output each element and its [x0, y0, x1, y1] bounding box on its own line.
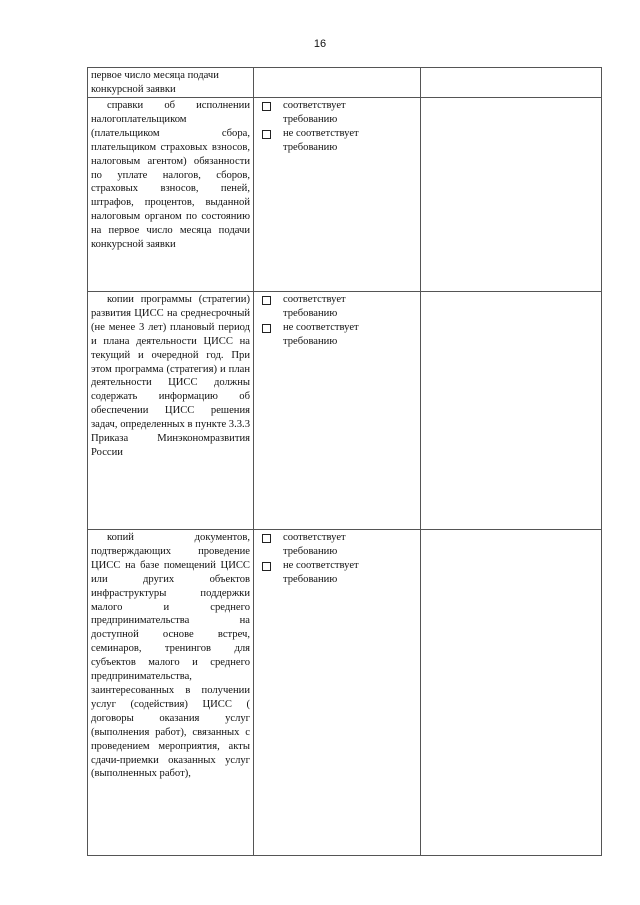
option-complies[interactable]: [254, 99, 420, 127]
criterion-text: первое число месяца подачи конкурсной заявки: [91, 70, 219, 95]
comment-cell: [421, 68, 602, 98]
assessment-cell: [254, 530, 421, 856]
criterion-cell: [88, 68, 254, 98]
table-row: [88, 68, 602, 98]
option-not-complies[interactable]: [254, 559, 420, 587]
criterion-cell: [88, 530, 254, 856]
checkbox-icon[interactable]: [262, 534, 271, 543]
assessment-cell: [254, 98, 421, 292]
table-row: [88, 292, 602, 530]
option-complies[interactable]: [254, 293, 420, 321]
criteria-table: [87, 67, 602, 856]
checkbox-icon[interactable]: [262, 130, 271, 139]
assessment-cell: [254, 292, 421, 530]
checkbox-icon[interactable]: [262, 102, 271, 111]
criterion-text: копий документов, подтверждающих проведение ЦИСС на базе помещений ЦИСС или других объектов инфраструктуры поддержки малого и среднего предпринимательства на доступной основе встреч, семинаров, тренингов для субъектов малого и среднего предпринимательства, заинтересованных в получении услуг (содействия) ЦИСС ( договоры оказания услуг (выполнения работ), связанных с проведением мероприятия, акты сдачи-приемки оказанных услуг (выполненных работ),: [91, 532, 250, 780]
comment-cell: [421, 98, 602, 292]
option-label: соответствует требованию: [283, 532, 346, 557]
table-row: [88, 98, 602, 292]
option-not-complies[interactable]: [254, 321, 420, 349]
option-not-complies[interactable]: [254, 127, 420, 155]
checkbox-icon[interactable]: [262, 296, 271, 305]
comment-cell: [421, 292, 602, 530]
option-label: не соответствует требованию: [283, 127, 359, 153]
option-label: соответствует требованию: [283, 100, 346, 125]
assessment-cell: [254, 68, 421, 98]
checkbox-icon[interactable]: [262, 324, 271, 333]
page-number: 16: [313, 38, 327, 50]
criterion-text: справки об исполнении налогоплательщиком (плательщиком сбора, плательщиком страховых взносов, налоговым агентом) обязанности по уплате налогов, сборов, страховых взносов, пеней, штрафов, процентов, выданной налоговым органом по состоянию на первое число месяца подачи конкурсной заявки: [91, 100, 250, 251]
option-label: не соответствует требованию: [283, 321, 359, 347]
comment-cell: [421, 530, 602, 856]
option-complies[interactable]: [254, 531, 420, 559]
criterion-cell: [88, 292, 254, 530]
criterion-cell: [88, 98, 254, 292]
checkbox-icon[interactable]: [262, 562, 271, 571]
table-row: [88, 530, 602, 856]
option-label: соответствует требованию: [283, 294, 346, 319]
option-label: не соответствует требованию: [283, 559, 359, 585]
criterion-text: копии программы (стратегии) развития ЦИСС на среднесрочный (не менее 3 лет) плановый период и плана деятельности ЦИСС на текущий и очередной год. При этом программа (стратегия) и план деятельности ЦИСС должны содержать информацию об обеспечении ЦИСС решения задач, определенных в пункте 3.3.3 Приказа Минэкономразвития России: [91, 294, 250, 458]
